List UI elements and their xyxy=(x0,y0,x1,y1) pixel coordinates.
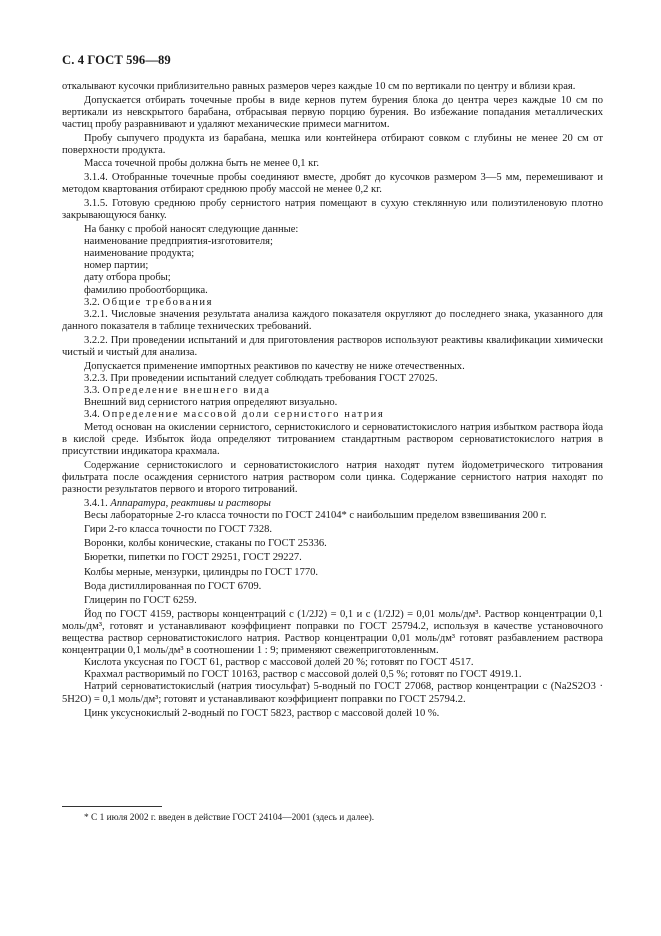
paragraph: Вода дистиллированная по ГОСТ 6709. xyxy=(84,580,262,592)
section-number: 3.3. xyxy=(84,385,100,397)
paragraph: 3.2.3. При проведении испытаний следует соблюдать требования ГОСТ 27025. xyxy=(84,373,438,385)
section-title: Определение массовой доли сернистого натрия xyxy=(102,409,385,421)
section-title: Общие требования xyxy=(102,296,214,308)
paragraph: Весы лабораторные 2-го класса точности по ГОСТ 24104* с наибольшим пределом взвешивания 200 г. xyxy=(84,510,547,522)
paragraph: Метод основан на окислении сернистого, сернистокислого и серноватистокислого натрия избытком раствора йода в кислой среде. Избыток йода определяют титрованием стандартным раствором серноватистокислого натрия в присутствии индикатора крахмала. xyxy=(62,421,603,457)
subsection-heading xyxy=(62,498,603,510)
paragraph: Пробу сыпучего продукта из барабана, мешка или контейнера отбирают совком с глубины не менее 20 см от поверхности продукта. xyxy=(62,133,603,157)
paragraph: Бюретки, пипетки по ГОСТ 29251, ГОСТ 29227. xyxy=(84,552,302,564)
section-title: Определение внешнего вида xyxy=(102,385,271,397)
paragraph: Йод по ГОСТ 4159, растворы концентраций c (1/2J2) = 0,1 и c (1/2J2) = 0,01 моль/дм³. Раствор концентрации 0,1 моль/дм³, готовят и устанавливают коэффициент поправки по ГОСТ 25794.2, используя в качестве установочного вещества раствор серноватистокислого натрия. Раствор концентрации 0,01 моль/дм³ готовят разбавлением раствора концентрации 0,1 моль/дм³ в соотношении 1 : 9; применяют свежеприготовленным. xyxy=(62,608,603,657)
section-number: 3.2. xyxy=(84,296,100,308)
paragraph: Колбы мерные, мензурки, цилиндры по ГОСТ 1770. xyxy=(84,566,319,578)
paragraph: 3.2.2. При проведении испытаний и для приготовления растворов используют реактивы квалификации химически чистый и чистый для анализа. xyxy=(62,334,603,358)
paragraph: Гири 2-го класса точности по ГОСТ 7328. xyxy=(84,524,273,536)
section-heading xyxy=(62,297,603,309)
paragraph: 3.1.5. Готовую среднюю пробу сернистого натрия помещают в сухую стеклянную или полиэтиленовую плотно закрывающуюся банку. xyxy=(62,197,603,221)
paragraph: Содержание сернистокислого и серноватистокислого натрия находят путем йодометрического титрования фильтрата после осаждения сернистого натрия раствором соли цинка. Содержание сернистого натрия находят по разности результатов первого и второго титрований. xyxy=(62,459,603,495)
paragraph: откалывают кусочки приблизительно равных размеров через каждые 10 см по вертикали по центру и вблизи края. xyxy=(62,81,576,92)
section-heading xyxy=(62,385,603,397)
page-header: С. 4 ГОСТ 596—89 xyxy=(62,53,171,67)
section-number: 3.4. xyxy=(84,409,100,421)
paragraph: На банку с пробой наносят следующие данные: xyxy=(84,224,299,236)
page-body xyxy=(62,81,603,720)
list-item: наименование продукта; xyxy=(84,248,195,260)
paragraph: Допускается отбирать точечные пробы в виде кернов путем бурения блока до центра через каждые 10 см по вертикали из невскрытого барабана, отбрасывая первую порцию бурения. Во избежание попадания металлических частиц пробу разравнивают и удаляют механические примеси магнитом. xyxy=(62,95,603,131)
paragraph: Внешний вид сернистого натрия определяют визуально. xyxy=(84,397,338,409)
paragraph: Кислота уксусная по ГОСТ 61, раствор с массовой долей 20 %; готовят по ГОСТ 4517. xyxy=(84,657,474,669)
footnote-divider xyxy=(62,806,162,807)
paragraph: 3.1.4. Отобранные точечные пробы соединяют вместе, дробят до кусочков размером 3—5 мм, перемешивают и методом квартования отбирают среднюю пробу массой не менее 0,2 кг. xyxy=(62,171,603,195)
list-item: номер партии; xyxy=(84,260,149,272)
footnote: * С 1 июля 2002 г. введен в действие ГОСТ 24104—2001 (здесь и далее). xyxy=(84,813,375,823)
paragraph: Масса точечной пробы должна быть не менее 0,1 кг. xyxy=(84,157,320,169)
list-item: дату отбора пробы; xyxy=(84,272,171,284)
list-item: наименование предприятия-изготовителя; xyxy=(84,236,273,248)
list-item: фамилию пробоотборщика. xyxy=(84,284,208,296)
subsection-title: Аппаратура, реактивы и растворы xyxy=(110,498,271,510)
paragraph: Крахмал растворимый по ГОСТ 10163, раствор с массовой долей 0,5 %; готовят по ГОСТ 4919.1. xyxy=(84,669,522,681)
paragraph: Цинк уксуснокислый 2-водный по ГОСТ 5823, раствор с массовой долей 10 %. xyxy=(84,707,440,719)
paragraph: 3.2.1. Числовые значения результата анализа каждого показателя округляют до последнего знака, указанного для данного показателя в таблице технических требований. xyxy=(62,308,603,332)
paragraph: Допускается применение импортных реактивов по качеству не ниже отечественных. xyxy=(84,361,465,373)
paragraph: Воронки, колбы конические, стаканы по ГОСТ 25336. xyxy=(84,538,327,550)
section-heading xyxy=(62,409,603,421)
subsection-number: 3.4.1. xyxy=(84,498,108,510)
paragraph: Глицерин по ГОСТ 6259. xyxy=(84,594,197,606)
paragraph: Натрий серноватистокислый (натрия тиосульфат) 5-водный по ГОСТ 27068, раствор концентрации c (Na2S2O3 · 5H2O) = 0,1 моль/дм³; готовят и устанавливают коэффициент поправки по ГОСТ 25794.2. xyxy=(62,681,603,705)
